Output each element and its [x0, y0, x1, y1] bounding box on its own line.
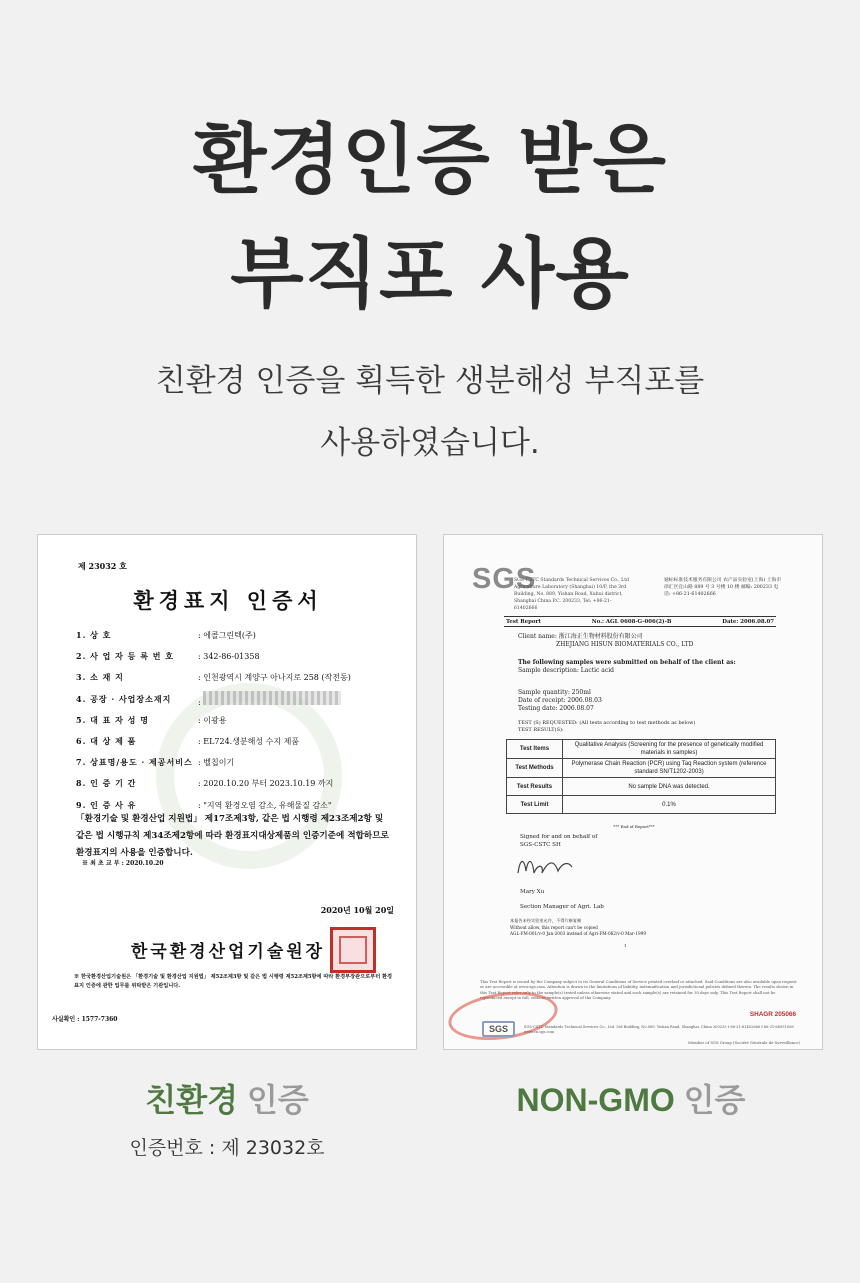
row-label: 4. 공장 · 사업장소재지 [76, 693, 172, 704]
eco-certificate-image [37, 534, 417, 1050]
signed-org: SGS-CSTC SH [520, 842, 561, 848]
caption-eco [12, 1084, 442, 1116]
end-of-report: *** End of Report*** [613, 824, 655, 829]
table-row [507, 778, 776, 796]
certificate-row [76, 773, 406, 794]
sample-details [518, 689, 778, 713]
row-value: : [198, 691, 406, 707]
official-seal-stamp [330, 927, 376, 973]
shagr-number: SHAGR 205066 [749, 1011, 796, 1018]
manager-block [520, 885, 604, 915]
test-results-label: TEST RESULT(S): [518, 727, 564, 733]
hero-title-line1: 환경인증 받은 [193, 115, 667, 204]
row-value: : EL724.생분해성 수지 제품 [198, 737, 300, 747]
footer-address: SGS-CSTC Standards Technical Services Co., Ltd. 3rd Building, No.889, Yishan Road, Shanghai, China 200233 t 86-21-61402666 f 86-21-64951008 www.cn.sgs.com [524, 1025, 794, 1034]
certificate-paragraph: 「환경기술 및 환경산업 지원법」 제17조제3항, 같은 법 시행령 제23조제2항 및 같은 법 시행규칙 제34조제2항에 따라 환경표지대상제품의 인증기준에 적합하므로 환경표지의 사용을 인증합니다. [76, 814, 389, 858]
signature-scrawl [514, 853, 576, 879]
report-label: Test Report [506, 618, 541, 625]
table-head: Test Methods [507, 759, 563, 778]
caption-nongmo-gray: 인증 [674, 1082, 746, 1118]
signer-name: Mary Xu [520, 889, 545, 895]
tests-block [518, 720, 778, 734]
certificate-organization: 한국환경산업기술원장 [130, 942, 326, 962]
certificate-number-caption: 인증번호 : 제 23032호 [129, 1137, 325, 1159]
certificate-row [76, 646, 406, 667]
caption-eco-green: 친환경 [145, 1082, 239, 1118]
row-value: : 인천광역시 계양구 아나지로 258 (작전동) [198, 673, 351, 683]
hero-subtitle-line1: 친환경 인증을 획득한 생분해성 부직포를 [155, 363, 705, 399]
sample-block [518, 659, 778, 675]
row-label: 1. 상 호 [76, 630, 112, 641]
test-results-table [506, 739, 776, 814]
client-en: ZHEJIANG HISUN BIOMATERIALS CO., LTD [556, 641, 694, 648]
sgs-logo: SGS [472, 563, 537, 595]
signer-title: Section Manager of Agri. Lab [520, 904, 604, 910]
row-value: : 342-86-01358 [198, 652, 260, 662]
sgs-report-image [443, 534, 823, 1050]
tests-requested: TEST (S) REQUESTED: (All tests according to test methods as below) [518, 720, 696, 726]
hero-subtitle-line2: 사용하였습니다. [320, 425, 540, 461]
row-value: : "지역 환경오염 감소, 유해물질 감소" [198, 800, 332, 810]
legal-line-2: AGL-FM-001/v-0 Jan-2003 instead of Agri-FM-062/v-0 Mar-1999 [510, 931, 646, 936]
client-label: Client name: [518, 633, 557, 640]
report-date: Date: 2006.08.07 [722, 618, 774, 625]
row-label: 3. 소 재 지 [76, 672, 124, 683]
table-head: Test Results [507, 778, 563, 796]
certificate-row [76, 731, 406, 752]
table-row [507, 740, 776, 759]
caption-eco-gray: 인증 [238, 1082, 309, 1118]
certificate-row [76, 689, 406, 710]
table-cell: Qualitative Analysis (Screening for the presence of genetically modified materials in samples) [563, 740, 776, 759]
submitted-line: The following samples were submitted on behalf of the client as: [518, 659, 736, 666]
caption-nongmo [416, 1084, 846, 1116]
report-header-bar [504, 616, 776, 627]
row-value: : 2020.10.20 부터 2023.10.19 까지 [198, 779, 334, 789]
redacted-address [203, 691, 341, 705]
row-value: : 벨칩이기 [198, 758, 235, 768]
certificate-row [76, 710, 406, 731]
table-cell: No sample DNA was detected. [563, 778, 776, 796]
sgs-address-en: SGS-CSTC Standards Technical Services Co., Ltd Agriculture Laboratory (Shanghai) 10/F, the 3rd Building, No. 889, Yishan Road, Xuhui district, Shanghai China P.C. 200233, Tel: +86-21-61402666 [514, 578, 629, 611]
report-number: No.: AGL 0608-G-006(2)-B [591, 618, 672, 625]
table-head: Test Items [507, 740, 563, 759]
certificate-row [76, 667, 406, 688]
table-cell: Polymerase Chain Reaction (PCR) using Taq Reaction system (reference standard SN/T1202-2003) [563, 759, 776, 778]
footer-sgs-logo: SGS [482, 1021, 515, 1037]
hero-title-line2: 부직포 사용 [230, 229, 630, 318]
certificate-row [76, 625, 406, 646]
page-mark: 1 [624, 943, 627, 948]
row-label: 6. 대 상 제 품 [76, 736, 137, 747]
sample-description: Sample description: Lactic acid [518, 667, 615, 674]
client-cn: 浙江海正生物材料股份有限公司 [558, 633, 643, 640]
certificate-note: ※ 한국환경산업기술원은 「환경기술 및 환경산업 지원법」 제52조제3항 및 같은 법 시행령 제52조제5항에 따라 환경부장관으로부터 환경표지 인증에 관한 업무를 위탁받은 기관입니다. [74, 974, 393, 989]
client-block [518, 633, 778, 649]
signed-line: Signed for and on behalf of [520, 834, 598, 840]
certificate-row [76, 752, 406, 773]
date-receipt: Date of receipt: 2006.08.03 [518, 697, 602, 704]
certificate-rows [76, 625, 406, 816]
row-value: : 이광용 [198, 715, 227, 725]
certificate-date: 2020년 10월 20일 [320, 905, 394, 915]
red-stamp [445, 986, 560, 1047]
row-label: 2. 사 업 자 등 록 번 호 [76, 651, 174, 662]
testing-date: Testing date: 2006.08.07 [518, 705, 594, 712]
certificate-title: 환경표지 인증서 [133, 588, 323, 613]
footer-member: Member of SGS Group (Société Générale de Surveillance) [688, 1040, 800, 1045]
row-value: : 에콜그린텍(주) [198, 631, 256, 641]
legal-block [510, 918, 770, 938]
row-label: 9. 인 증 사 유 [76, 799, 137, 810]
sgs-address-cn: 通标标准技术服务有限公司 农产品实验室(上海) 上海市徐汇区宜山路 889 号 3 号楼 10 楼 邮编: 200233 电话: +86-21-61402666 [664, 578, 782, 597]
table-row [507, 759, 776, 778]
row-label: 5. 대 표 자 성 명 [76, 714, 149, 725]
legal-line-1: Without allow, this report can't be copied [510, 924, 598, 930]
legal-cn: 本报告未经实验室允许，不得片断复制 [510, 918, 582, 923]
certificate-confirm: 사실확인 : 1577-7360 [52, 1016, 118, 1023]
table-row [507, 796, 776, 814]
table-head: Test Limit [507, 796, 563, 814]
certificate-number: 제 23032 호 [78, 561, 127, 571]
row-label: 8. 인 증 기 간 [76, 778, 137, 789]
sample-quantity: Sample quantity: 250ml [518, 689, 591, 696]
table-cell: 0.1% [563, 796, 776, 814]
signed-block [520, 833, 597, 849]
certificate-issued: ※ 최 초 교 부 : 2020.10.20 [82, 860, 164, 867]
row-label: 7. 상표명/용도 · 제공서비스 [76, 757, 193, 768]
caption-nongmo-green: NON-GMO [516, 1082, 675, 1118]
footer-text: This Test Report is issued by the Company subject to its General Conditions of Service printed overleaf or attached. Said Conditions are also available upon request or are accessible at www.sgs.com. Attention is drawn to the limitations of liability, indemnification and jurisdictional policies defined therein. The results shown in this Test Report refer only to the sample(s) tested unless otherwise stated and such sample(s) are retained for 30 days only. This Test Report shall not be reproduced except in full, without written approval of the Company. [480, 979, 797, 1001]
